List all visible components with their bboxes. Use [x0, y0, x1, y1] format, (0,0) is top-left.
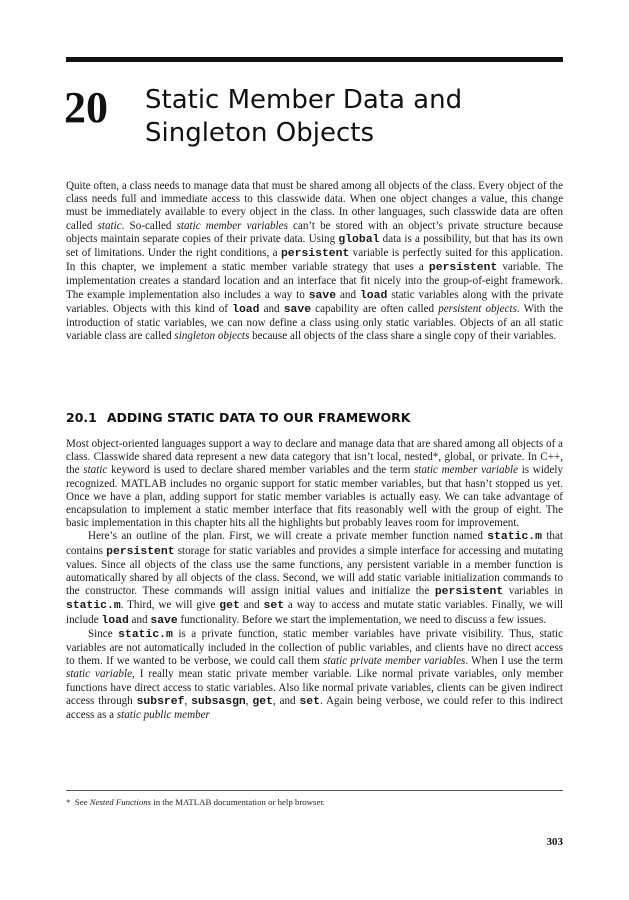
- section-body: [66, 438, 563, 722]
- chapter-top-rule: [66, 57, 563, 62]
- chapter-number: 20: [64, 83, 108, 132]
- chapter-title: [145, 84, 462, 150]
- footnote-mark: *: [66, 797, 71, 807]
- chapter-title-line1: Static Member Data and: [145, 85, 463, 115]
- section-number: 20.1: [66, 410, 97, 425]
- intro-text: [66, 180, 563, 343]
- page-number: 303: [546, 836, 563, 848]
- footnote-rule: [66, 790, 563, 791]
- section-title: ADDING STATIC DATA TO OUR FRAMEWORK: [106, 410, 411, 425]
- intro-paragraph: Quite often, a class needs to manage data that must be shared among all objects of the class. Every object of the class needs full and immediate access to this classwide data. When one object changes a value, this change must be immediately available to every object in the class. In other languages, such classwide data are often called static. So-called static member variables can’t be stored with an object’s private structure because objects maintain separate copies of their private data. Using global data is a possibility, but that has its own set of limitations. Under the right conditions, a persistent variable is perfectly suited for this application. In this chapter, we implement a static member variable strategy that uses a persistent variable. The implementation creates a standard location and an interface that fit nicely into the group-of-eight framework. The example implementation also includes a way to save and load static variables along with the private variables. Objects with this kind of load and save capability are often called persistent objects. With the introduction of static variables, we can now define a class using only static variables. Objects of an all static variable class are called singleton objects because all objects of the class share a single copy of their variables.: [66, 180, 564, 343]
- chapter-title-line2: Singleton Objects: [145, 118, 374, 148]
- paragraph-1: Most object-oriented languages support a way to declare and manage data that are shared among all objects of a class. Classwide shared data represent a new data category that isn’t local, nested*, global, or private. In C++, the static keyword is used to declare shared member variables and the term static member variable is widely recognized. MATLAB includes no organic support for static member variables, but that hasn’t stopped us yet. Once we have a plan, adding support for static member variables is actually easy. We can take advantage of encapsulation to implement a static member interface that fits reasonably well with the group of eight. The basic implementation in this chapter hits all the highlights but probably leaves room for improvement.: [66, 438, 564, 530]
- paragraph-2: Here’s an outline of the plan. First, we will create a private member function named static.m that contains persistent storage for static variables and provides a simple interface for accessing and mutating values. Since all objects of the class use the same functions, any persistent variable in a member function is automatically shared by all objects of the class. Second, we will add static variable initialization commands to the constructor. These commands will assign initial values and initialize the persistent variables in static.m. Third, we will give get and set a way to access and mutate static variables. Finally, we will include load and save functionality. Before we start the implementation, we need to discuss a few issues.: [66, 530, 564, 627]
- footnote: * See Nested Functions in the MATLAB documentation or help browser.: [66, 797, 325, 807]
- section-heading: [66, 410, 410, 425]
- paragraph-3: Since static.m is a private function, static member variables have private visibility. Thus, static variables are not automatically included in the collection of public variables, and clients have no direct access to them. If we wanted to be verbose, we could call them static private member variables. When I use the term static variable, I really mean static private member variable. Like normal private variables, only member functions have direct access to static variables. Also like normal private variables, clients can be given indirect access through subsref, subsasgn, get, and set. Again being verbose, we could refer to this indirect access as a static public member: [66, 627, 564, 722]
